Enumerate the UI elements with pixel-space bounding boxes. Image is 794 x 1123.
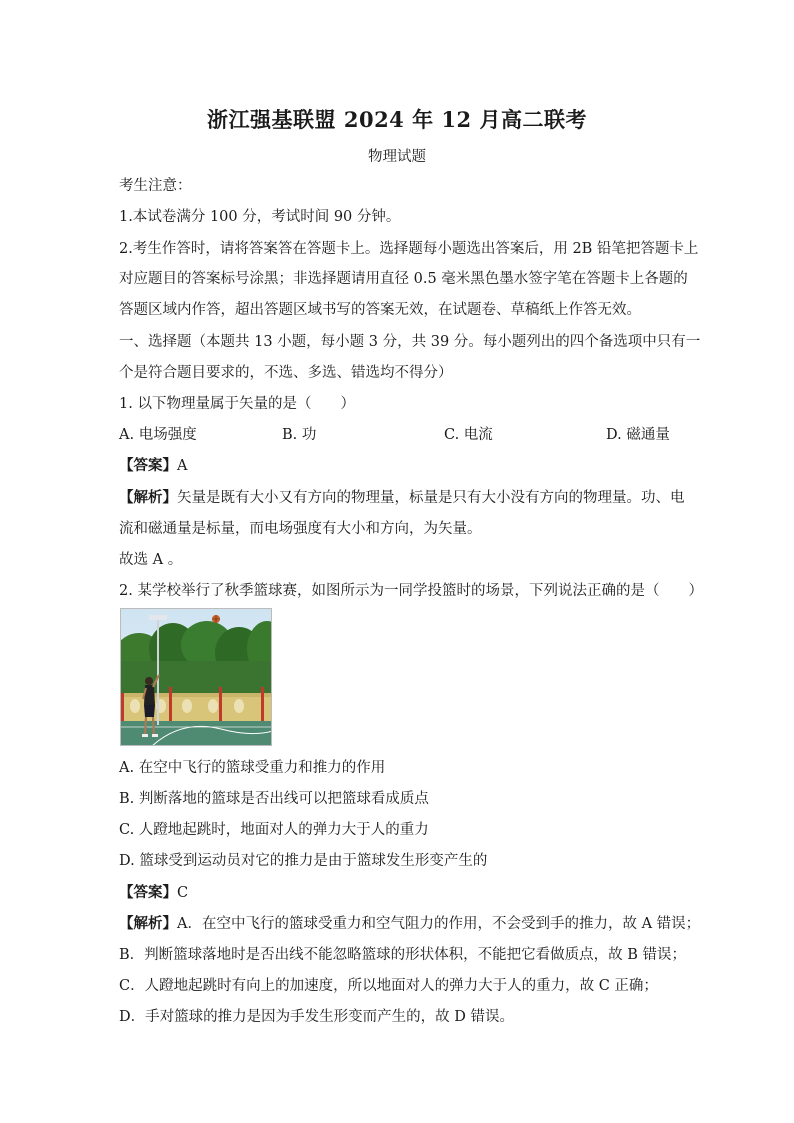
answer-label: 【答案】 bbox=[119, 457, 177, 474]
answer-value: C bbox=[177, 885, 189, 901]
question-2-option-b: B. 判断落地的篮球是否出线可以把篮球看成质点 bbox=[119, 791, 429, 807]
note-line: 对应题目的答案标号涂黑；非选择题请用直径 0.5 毫米黑色墨水签字笔在答题卡上各题的 bbox=[119, 271, 688, 287]
analysis-text: 矢量是既有大小又有方向的物理量，标量是只有大小没有方向的物理量。功、电 bbox=[177, 490, 685, 506]
question-2-option-c: C. 人蹬地起跳时，地面对人的弹力大于人的重力 bbox=[119, 822, 429, 838]
question-1-conclusion: 故选 A 。 bbox=[119, 552, 183, 568]
analysis-text: A．在空中飞行的篮球受重力和空气阻力的作用，不会受到手的推力，故 A 错误； bbox=[177, 916, 701, 932]
question-2-analysis-d: D．手对篮球的推力是因为手发生形变而产生的，故 D 错误。 bbox=[119, 1009, 514, 1025]
analysis-label: 【解析】 bbox=[119, 489, 177, 506]
note-line: 2.考生作答时，请将答案答在答题卡上。选择题每小题选出答案后，用 2B 铅笔把答题卡上 bbox=[119, 241, 699, 257]
question-1-option-a: A. 电场强度 bbox=[119, 427, 197, 443]
question-2-option-d: D. 篮球受到运动员对它的推力是由于篮球发生形变产生的 bbox=[119, 853, 488, 869]
section-header: 一、选择题（本题共 13 小题，每小题 3 分，共 39 分。每小题列出的四个备选项中只有一 bbox=[119, 334, 701, 350]
question-2-option-a: A. 在空中飞行的篮球受重力和推力的作用 bbox=[119, 760, 386, 776]
question-1-option-d: D. 磁通量 bbox=[606, 427, 670, 443]
note-line: 1.本试卷满分 100 分，考试时间 90 分钟。 bbox=[119, 209, 401, 225]
answer-value: A bbox=[177, 458, 188, 474]
question-2-analysis bbox=[119, 915, 700, 933]
question-2-stem: 2. 某学校举行了秋季篮球赛，如图所示为一同学投篮时的场景，下列说法正确的是（ ） bbox=[119, 583, 703, 599]
section-header-cont: 个是符合题目要求的，不选、多选、错选均不得分） bbox=[119, 365, 453, 381]
question-1-option-c: C. 电流 bbox=[444, 427, 493, 443]
question-1-option-b: B. 功 bbox=[282, 427, 317, 443]
question-1-analysis-cont: 流和磁通量是标量，而电场强度有大小和方向，为矢量。 bbox=[119, 521, 482, 537]
question-2-answer bbox=[119, 884, 188, 902]
question-2-analysis-c: C．人蹬地起跳时有向上的加速度，所以地面对人的弹力大于人的重力，故 C 正确； bbox=[119, 978, 658, 994]
answer-label: 【答案】 bbox=[119, 884, 177, 901]
analysis-label: 【解析】 bbox=[119, 915, 177, 932]
page-subtitle: 物理试题 bbox=[368, 149, 426, 165]
basketball-photo bbox=[120, 608, 272, 746]
note-line: 答题区域内作答，超出答题区域书写的答案无效，在试题卷、草稿纸上作答无效。 bbox=[119, 302, 641, 318]
question-2-analysis-b: B．判断篮球落地时是否出线不能忽略篮球的形状体积，不能把它看做质点，故 B 错误； bbox=[119, 947, 687, 963]
page-title: 浙江强基联盟 2024 年 12 月高二联考 bbox=[207, 107, 587, 132]
notes-header: 考生注意： bbox=[119, 178, 192, 194]
question-1-stem: 1. 以下物理量属于矢量的是（ ） bbox=[119, 396, 355, 412]
question-1-analysis bbox=[119, 489, 685, 507]
question-1-answer bbox=[119, 457, 187, 475]
